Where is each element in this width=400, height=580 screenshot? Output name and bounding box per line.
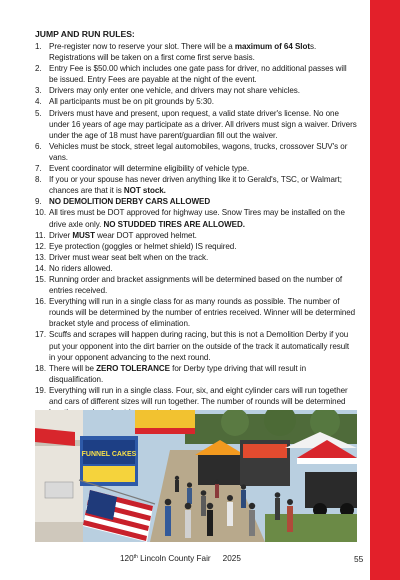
rule-number: 8. [35,175,42,185]
rule-item [35,163,357,174]
rule-text: All tires must be DOT approved for highway use. Snow Tires may be installed on the drive axle only. [49,208,345,229]
rule-text: Event coordinator will determine eligibility of vehicle type. [49,164,250,174]
rule-emphasis: NOT stock. [123,186,166,196]
rule-item [35,329,357,362]
rule-text: Everything will run in a single class for as many rounds as possible. The number of rounds will be determined by the number of entries received. Winner will be determined bracket style and process of elimination. [49,297,356,329]
rule-number: 16. [35,297,47,307]
rule-text: Everything will run in a single class. Four, six, and eight cylinder cars will run together and cars of different sizes will run together. The number of rounds will be determined [49,385,348,406]
footer-ordinal: 120 [120,554,134,563]
rule-number: 3. [35,86,42,96]
rule-number: 18. [35,363,47,373]
rule-number: 2. [35,64,42,74]
rule-number: 12. [35,241,47,251]
rule-item [35,196,357,207]
rule-number: 11. [35,230,46,240]
rule-item [35,296,357,329]
rules-list [35,41,357,418]
fair-midway-photo [35,410,357,542]
rule-text: Drivers may only enter one vehicle, and drivers may not share vehicles. [49,86,300,96]
rule-text: There will be [49,363,97,373]
rule-item [35,252,357,263]
rule-text: If you or your spouse has never driven anything like it to Gerald's, TSC, or Walmart; chances are that it is [49,175,342,196]
rules-heading: JUMP AND RUN RULES: [35,29,135,39]
rule-number: 10. [35,208,47,218]
rule-emphasis: maximum of 64 Slot [234,42,310,51]
rule-text: Scuffs and scrapes will happen during racing, but this is not a Demolition Derby if you put your opponent into the dirt barrier on the outside of the track it automatically result in your opponent advancing to the next round. [49,330,350,362]
rule-item [35,141,357,163]
rule-item [35,363,357,385]
rule-item [35,174,357,196]
rule-text: Drivers must have and present, upon request, a valid state driver's license. No one under 16 years of age may participate as a driver. All drivers must sign a waiver. Drivers under the age of 18 must have parent/guardian fill out the waiver. [49,108,357,140]
rule-emphasis: MUST [72,230,95,240]
rule-number: 5. [35,108,42,118]
rule-item [35,230,357,241]
rule-number: 1. [35,42,42,51]
rule-item [35,274,357,296]
rule-text: for Derby type driving that will result in disqualification. [49,363,307,384]
rule-number: 13. [35,252,47,262]
rule-emphasis: NO DEMOLITION DERBY CARS ALLOWED [49,197,211,207]
rule-item [35,85,357,96]
rule-number: 17. [35,330,47,340]
rule-number: 14. [35,263,47,273]
footer-event-title [120,554,241,563]
rule-text: Driver [49,230,73,240]
rule-text: Driver must wear seat belt when on the track. [49,252,209,262]
rule-text: No riders allowed. [49,263,113,273]
rule-emphasis: NO STUDDED TIRES ARE ALLOWED. [103,219,245,229]
red-edge-bar [370,0,400,580]
rule-item [35,41,357,63]
rule-number: 15. [35,274,47,284]
rule-text: Eye protection (goggles or helmet shield) IS required. [49,241,237,251]
rule-item [35,263,357,274]
funnel-cakes-sign: FUNNEL CAKES [81,451,137,458]
rule-text: Running order and bracket assignments will be determined based on the number of entries received. [49,274,343,296]
rule-number: 4. [35,97,42,107]
rule-item [35,63,357,85]
rule-text: s. Registrations will be taken on a first come first serve basis. [49,42,317,63]
rule-text: Vehicles must be stock, street legal automobiles, wagons, trucks, crossover SUV's or vans. [49,141,348,162]
rule-emphasis: ZERO TOLERANCE [96,363,170,373]
rule-text: wear DOT approved helmet. [94,230,197,240]
footer-ordinal-suffix: th [133,554,138,560]
rule-item [35,207,357,229]
rule-item [35,108,357,141]
rules-section [35,29,357,418]
rule-number: 9. [35,197,42,207]
rule-text: Entry Fee is $50.00 which includes one gate pass for driver, no additional passes will be issued. Entry Fees are payable at the night of the event. [49,64,347,85]
footer-event-name: Lincoln County Fair [137,554,211,563]
rule-item [35,241,357,252]
page-number: 55 [354,554,364,564]
rule-item [35,96,357,107]
rule-number: 7. [35,164,42,174]
rule-number: 6. [35,141,42,151]
footer-year: 2025 [222,554,241,563]
rule-text: All participants must be on pit grounds by 5:30. [49,97,214,107]
rule-text: Pre-register now to reserve your slot. There will be a [49,42,235,51]
rule-number: 19. [35,385,47,395]
